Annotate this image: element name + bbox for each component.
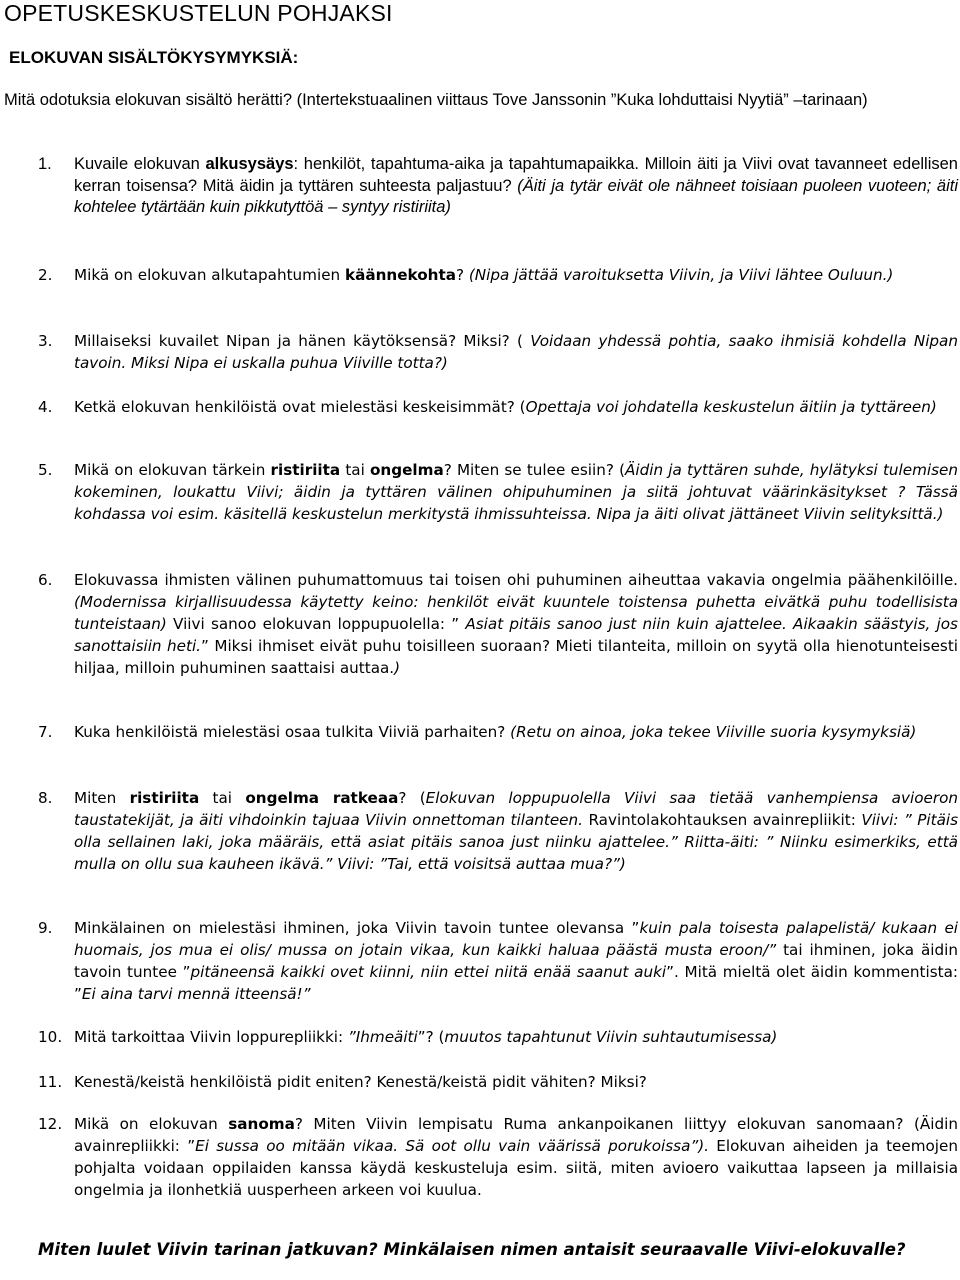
question-2: [38, 264, 958, 286]
closing-question: Miten luulet Viivin tarinan jatkuvan? Minkälaisen nimen antaisit seuraavalle Viivi-elokuvalle?: [38, 1240, 906, 1259]
italic-answer: Voidaan yhdessä pohtia, saako ihmisiä kohdella Nipan tavoin. Miksi Nipa ei uskalla puhua Viiville totta?): [74, 332, 958, 372]
bold-term: ristiriita: [270, 461, 341, 479]
text-run: tai: [199, 789, 246, 807]
question-number: 11.: [38, 1073, 63, 1091]
text-run: tai: [340, 461, 370, 479]
bold-term: ongelma: [370, 461, 444, 479]
italic-answer: (Äiti ja tytär eivät ole nähneet toisiaan puoleen vuoteen; äiti kohtelee tytärtään kuin pikkutyttöä – syntyy ristiriita): [74, 176, 958, 216]
question-text: [74, 264, 958, 286]
text-run: ”. Mitä mieltä olet äidin kommentista: ”: [74, 963, 958, 1003]
text-run: Miten: [74, 789, 130, 807]
italic-answer: Viivi: ” Pitäis olla sellainen laki, joka määräis, että asiat pitäis sanoa just niinku ajattelee.” Riitta-äiti: ” Niinku esimerkiks, että mulla on ollu sua kauheen ikävä.” Viivi: ”Tai, että voisitsä auttaa mua?”): [74, 811, 959, 873]
question-7: [38, 721, 958, 743]
text-run: ? (: [398, 789, 426, 807]
question-5: [38, 459, 958, 525]
text-run: ? Miten Viivin lempisatu Ruma ankanpoikanen liittyy elokuvan sanomaan? (Äidin avainrepliikki: ”: [74, 1115, 958, 1155]
question-3: [38, 330, 958, 374]
text-run: Kuka henkilöistä mielestäsi osaa tulkita Viiviä parhaiten?: [74, 723, 511, 741]
bold-term: ristiriita: [129, 789, 200, 807]
question-number: 5.: [38, 461, 53, 479]
question-number: 2.: [38, 266, 53, 284]
question-text: [74, 569, 958, 679]
question-text: [74, 1071, 958, 1093]
question-text: [74, 459, 958, 525]
question-number: 9.: [38, 919, 53, 937]
text-run: Ketkä elokuvan henkilöistä ovat mielestäsi keskeisimmät? (: [74, 398, 526, 416]
text-run: Elokuvassa ihmisten välinen puhumattomuus tai toisen ohi puhuminen aiheuttaa vakavia ongelmia päähenkilöille.: [74, 571, 958, 589]
question-text: [74, 330, 958, 374]
question-12: [38, 1113, 958, 1201]
italic-answer: Äidin ja tyttären suhde, hylätyksi tulemisen kokeminen, loukattu Viivi; äidin ja tyttären välinen ohipuhuminen ja siitä johtuvat väärinkäsitykset ? Tässä kohdassa voi esim. käsitellä keskustelun merkitystä ihmissuhteissa. Nipa ja äiti olivat jättäneet Viivin selityksittä.): [74, 461, 958, 523]
question-number: 10.: [38, 1028, 63, 1046]
text-run: Millaiseksi kuvailet Nipan ja hänen käytöksensä? Miksi? (: [74, 332, 531, 350]
question-text: [74, 154, 958, 219]
text-run: Mikä on elokuvan: [74, 1115, 229, 1133]
text-run: Mikä on elokuvan tärkein: [74, 461, 271, 479]
question-10: [38, 1026, 958, 1048]
question-6: [38, 569, 958, 679]
italic-answer: Ei sussa oo mitään vikaa. Sä oot ollu vain väärissä porukoissa”).: [195, 1137, 709, 1155]
italic-answer: ”Ihmeäiti: [347, 1028, 418, 1046]
italic-answer: (Retu on ainoa, joka tekee Viiville suoria kysymyksiä): [510, 723, 917, 741]
italic-answer: Elokuvan loppupuolella Viivi saa tietää vanhempiensa avioeron taustatekijät, ja äiti vihdoinkin tajuaa Viivin onnettoman tilanteen.: [74, 789, 958, 829]
text-run: ? Miten se tulee esiin? (: [443, 461, 626, 479]
question-number: 6.: [38, 571, 53, 589]
text-run: ?: [455, 266, 469, 284]
question-text: [74, 396, 958, 418]
text-run: Kenestä/keistä henkilöistä pidit eniten? Kenestä/keistä pidit vähiten? Miksi?: [74, 1073, 647, 1091]
text-run: Viivi sanoo elokuvan loppupuolella: ”: [166, 615, 466, 633]
italic-answer: Asiat pitäis sanoo just niin kuin ajattelee. Aikaakin säästyis, jos sanottaisiin heti.: [74, 615, 958, 655]
question-1: [38, 154, 958, 219]
page-title: OPETUSKESKUSTELUN POHJAKSI: [4, 0, 393, 26]
italic-answer: ): [394, 659, 401, 677]
question-number: 3.: [38, 332, 53, 350]
text-run: : henkilöt, tapahtuma-aika ja tapahtumapaikka. Milloin äiti ja Viivi ovat tavanneet edellisen kerran toisensa? Mitä äidin ja tyttären suhteesta paljastuu?: [74, 155, 958, 195]
text-run: Kuvaile elokuvan: [74, 155, 206, 173]
question-text: [74, 917, 958, 1005]
question-number: 4.: [38, 398, 53, 416]
italic-answer: Ei aina tarvi mennä itteensä!”: [81, 985, 311, 1003]
question-text: [74, 1113, 958, 1201]
question-8: [38, 787, 958, 875]
question-9: [38, 917, 958, 1005]
question-text: [74, 787, 958, 875]
italic-answer: kuin pala toisesta palapelistä/ kukaan ei huomais, jos mua ei olis/ mussa on jotain vikaa, kun kaikki haluaa päästä musta eroon/”: [74, 919, 959, 959]
question-text: [74, 1026, 958, 1048]
italic-answer: muutos tapahtunut Viivin suhtautumisessa): [444, 1028, 778, 1046]
italic-answer: pitäneensä kaikki ovet kiinni, niin ettei niitä enää saanut auki: [190, 963, 667, 981]
bold-term: sanoma: [228, 1115, 295, 1133]
text-run: Mitä tarkoittaa Viivin loppurepliikki:: [74, 1028, 348, 1046]
text-run: Elokuvan aiheiden ja teemojen pohjalta voidaan oppilaiden kanssa käydä keskusteluja esim. siitä, miten avioero vaikuttaa lapseen ja millaisia ongelmia ja ilonhetkiä uusperheen arkeen voi kuulua.: [74, 1137, 958, 1199]
section-heading: ELOKUVAN SISÄLTÖKYSYMYKSIÄ:: [9, 48, 299, 67]
text-run: Ravintolakohtauksen avainrepliikit:: [582, 811, 862, 829]
question-text: [74, 721, 958, 743]
italic-answer: (Nipa jättää varoituksetta Viivin, ja Viivi lähtee Ouluun.): [468, 266, 894, 284]
question-number: 1.: [38, 155, 52, 173]
question-number: 8.: [38, 789, 53, 807]
question-number: 12.: [38, 1115, 63, 1133]
text-run: ” Miksi ihmiset eivät puhu toisilleen suoraan? Mieti tilanteita, milloin on syytä olla hienotunteisesti hiljaa, milloin puhuminen saattaisi auttaa.: [74, 637, 958, 677]
bold-term: ongelma ratkeaa: [245, 789, 399, 807]
text-run: Mikä on elokuvan alkutapahtumien: [74, 266, 345, 284]
question-11: [38, 1071, 958, 1093]
question-4: [38, 396, 958, 418]
question-number: 7.: [38, 723, 53, 741]
text-run: ”? (: [417, 1028, 445, 1046]
italic-answer: Opettaja voi johdatella keskustelun äitiin ja tyttäreen): [525, 398, 937, 416]
text-run: tai ihminen, joka äidin tavoin tuntee ”: [74, 941, 958, 981]
intro-question: Mitä odotuksia elokuvan sisältö herätti? (Intertekstuaalinen viittaus Tove Janssonin ”Kuka lohduttaisi Nyytiä” –tarinaan): [4, 91, 868, 109]
italic-answer: (Modernissa kirjallisuudessa käytetty keino: henkilöt eivät kuuntele toistensa puhetta eivätkä puhu todellisista tunteistaan): [74, 593, 958, 633]
bold-term: käännekohta: [345, 266, 456, 284]
bold-term: alkusysäys: [205, 155, 294, 173]
text-run: Minkälainen on mielestäsi ihminen, joka Viivin tavoin tuntee olevansa ”: [74, 919, 640, 937]
